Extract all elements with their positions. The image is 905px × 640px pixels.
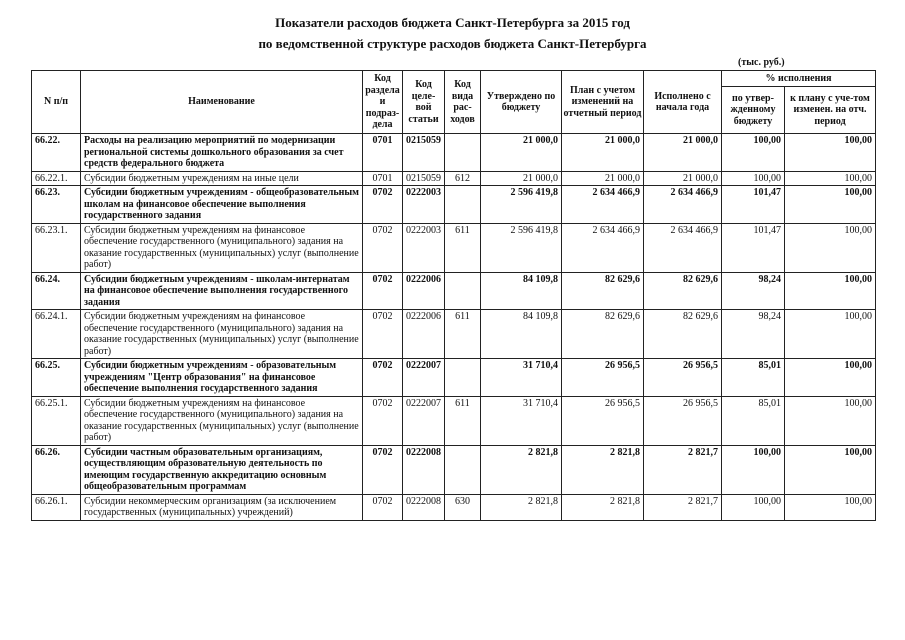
cell-vid <box>445 445 481 494</box>
cell-approved: 21 000,0 <box>481 171 562 186</box>
cell-plan: 21 000,0 <box>562 134 644 172</box>
table-row <box>32 359 876 397</box>
cell-num: 66.26. <box>32 445 81 494</box>
cell-pct-plan: 100,00 <box>785 310 876 359</box>
cell-pct-plan: 100,00 <box>785 171 876 186</box>
header-pct-approved: по утвер-жденному бюджету <box>722 87 785 134</box>
cell-razdel: 0701 <box>363 134 403 172</box>
cell-plan: 2 821,8 <box>562 445 644 494</box>
cell-plan: 2 634 466,9 <box>562 186 644 224</box>
cell-pct-approved: 98,24 <box>722 272 785 310</box>
cell-stat: 0222003 <box>403 223 445 272</box>
header-razdel: Код раздела и подраз-дела <box>363 71 403 134</box>
cell-approved: 31 710,4 <box>481 396 562 445</box>
cell-executed: 26 956,5 <box>644 396 722 445</box>
cell-pct-approved: 100,00 <box>722 134 785 172</box>
cell-executed: 82 629,6 <box>644 272 722 310</box>
header-pct-plan: к плану с уче-том изменен. на отч. период <box>785 87 876 134</box>
cell-name: Субсидии бюджетным учреждениям на финансовое обеспечение государственного (муниципального) задания на оказание государственных (муниципальных) услуг (выполнение работ) <box>81 310 363 359</box>
cell-pct-approved: 85,01 <box>722 359 785 397</box>
cell-num: 66.24.1. <box>32 310 81 359</box>
cell-vid <box>445 134 481 172</box>
cell-plan: 82 629,6 <box>562 310 644 359</box>
cell-approved: 84 109,8 <box>481 272 562 310</box>
budget-table <box>31 70 876 521</box>
cell-stat: 0222006 <box>403 272 445 310</box>
cell-plan: 26 956,5 <box>562 359 644 397</box>
cell-stat: 0222007 <box>403 359 445 397</box>
cell-plan: 26 956,5 <box>562 396 644 445</box>
cell-num: 66.23.1. <box>32 223 81 272</box>
cell-pct-plan: 100,00 <box>785 134 876 172</box>
cell-razdel: 0702 <box>363 223 403 272</box>
header-vid: Код вида рас-ходов <box>445 71 481 134</box>
cell-vid <box>445 272 481 310</box>
cell-razdel: 0702 <box>363 494 403 520</box>
cell-vid: 630 <box>445 494 481 520</box>
cell-vid <box>445 186 481 224</box>
cell-pct-approved: 101,47 <box>722 223 785 272</box>
units-label: (тыс. руб.) <box>738 57 785 68</box>
cell-razdel: 0702 <box>363 445 403 494</box>
cell-executed: 82 629,6 <box>644 310 722 359</box>
cell-vid: 611 <box>445 310 481 359</box>
header-name: Наименование <box>81 71 363 134</box>
cell-num: 66.25. <box>32 359 81 397</box>
cell-num: 66.22. <box>32 134 81 172</box>
cell-vid: 612 <box>445 171 481 186</box>
doc-title-line2: по ведомственной структуре расходов бюджета Санкт-Петербурга <box>258 36 647 51</box>
cell-num: 66.22.1. <box>32 171 81 186</box>
cell-stat: 0222003 <box>403 186 445 224</box>
cell-stat: 0222007 <box>403 396 445 445</box>
table-row <box>32 171 876 186</box>
cell-executed: 2 821,7 <box>644 445 722 494</box>
cell-num: 66.23. <box>32 186 81 224</box>
cell-name: Субсидии некоммерческим организациям (за исключением государственных (муниципальных) учреждений) <box>81 494 363 520</box>
header-stat: Код целе-вой статьи <box>403 71 445 134</box>
cell-pct-approved: 100,00 <box>722 171 785 186</box>
table-row <box>32 494 876 520</box>
cell-vid: 611 <box>445 223 481 272</box>
cell-stat: 0215059 <box>403 134 445 172</box>
header-plan: План с учетом изменений на отчетный период <box>562 71 644 134</box>
cell-name: Субсидии бюджетным учреждениям на иные цели <box>81 171 363 186</box>
cell-razdel: 0702 <box>363 359 403 397</box>
cell-plan: 2 634 466,9 <box>562 223 644 272</box>
cell-approved: 2 596 419,8 <box>481 186 562 224</box>
cell-approved: 84 109,8 <box>481 310 562 359</box>
cell-name: Субсидии бюджетным учреждениям на финансовое обеспечение государственного (муниципального) задания на оказание государственных (муниципальных) услуг (выполнение работ) <box>81 223 363 272</box>
cell-razdel: 0702 <box>363 396 403 445</box>
cell-approved: 31 710,4 <box>481 359 562 397</box>
cell-name: Субсидии бюджетным учреждениям - образовательным учреждениям "Центр образования" на финансовое обеспечение выполнения государственного задания <box>81 359 363 397</box>
cell-executed: 2 821,7 <box>644 494 722 520</box>
table-row <box>32 186 876 224</box>
cell-pct-approved: 85,01 <box>722 396 785 445</box>
cell-pct-plan: 100,00 <box>785 445 876 494</box>
cell-executed: 21 000,0 <box>644 134 722 172</box>
cell-pct-approved: 100,00 <box>722 494 785 520</box>
cell-num: 66.25.1. <box>32 396 81 445</box>
cell-name: Субсидии бюджетным учреждениям - общеобразовательным школам на финансовое обеспечение выполнения государственного задания <box>81 186 363 224</box>
cell-stat: 0222006 <box>403 310 445 359</box>
header-executed: Исполнено с начала года <box>644 71 722 134</box>
header-approved: Утверждено по бюджету <box>481 71 562 134</box>
table-row <box>32 396 876 445</box>
cell-pct-plan: 100,00 <box>785 359 876 397</box>
cell-pct-plan: 100,00 <box>785 396 876 445</box>
cell-approved: 2 596 419,8 <box>481 223 562 272</box>
cell-razdel: 0701 <box>363 171 403 186</box>
cell-plan: 21 000,0 <box>562 171 644 186</box>
cell-razdel: 0702 <box>363 272 403 310</box>
cell-plan: 82 629,6 <box>562 272 644 310</box>
cell-vid: 611 <box>445 396 481 445</box>
cell-pct-approved: 101,47 <box>722 186 785 224</box>
cell-approved: 2 821,8 <box>481 445 562 494</box>
cell-executed: 26 956,5 <box>644 359 722 397</box>
cell-pct-plan: 100,00 <box>785 494 876 520</box>
table-row <box>32 134 876 172</box>
cell-num: 66.24. <box>32 272 81 310</box>
cell-razdel: 0702 <box>363 310 403 359</box>
cell-stat: 0222008 <box>403 445 445 494</box>
cell-pct-plan: 100,00 <box>785 223 876 272</box>
cell-name: Субсидии бюджетным учреждениям на финансовое обеспечение государственного (муниципального) задания на оказание государственных (муниципальных) услуг (выполнение работ) <box>81 396 363 445</box>
cell-name: Субсидии частным образовательным организациям, осуществляющим образовательную деятельность по имеющим государственную аккредитацию основным общеобразовательным программам <box>81 445 363 494</box>
cell-stat: 0222008 <box>403 494 445 520</box>
cell-pct-plan: 100,00 <box>785 272 876 310</box>
cell-executed: 21 000,0 <box>644 171 722 186</box>
cell-plan: 2 821,8 <box>562 494 644 520</box>
cell-razdel: 0702 <box>363 186 403 224</box>
cell-stat: 0215059 <box>403 171 445 186</box>
cell-name: Расходы на реализацию мероприятий по модернизации региональной системы дошкольного образования за счет средств федерального бюджета <box>81 134 363 172</box>
doc-title-line1: Показатели расходов бюджета Санкт-Петербурга за 2015 год <box>275 15 630 30</box>
table-row <box>32 310 876 359</box>
cell-executed: 2 634 466,9 <box>644 186 722 224</box>
header-num: N п/п <box>32 71 81 134</box>
cell-pct-approved: 98,24 <box>722 310 785 359</box>
cell-pct-approved: 100,00 <box>722 445 785 494</box>
cell-vid <box>445 359 481 397</box>
cell-num: 66.26.1. <box>32 494 81 520</box>
table-row <box>32 445 876 494</box>
table-row <box>32 223 876 272</box>
table-row <box>32 272 876 310</box>
cell-name: Субсидии бюджетным учреждениям - школам-интернатам на финансовое обеспечение выполнения государственного задания <box>81 272 363 310</box>
cell-approved: 21 000,0 <box>481 134 562 172</box>
cell-pct-plan: 100,00 <box>785 186 876 224</box>
cell-executed: 2 634 466,9 <box>644 223 722 272</box>
header-pct: % исполнения <box>722 71 876 87</box>
cell-approved: 2 821,8 <box>481 494 562 520</box>
